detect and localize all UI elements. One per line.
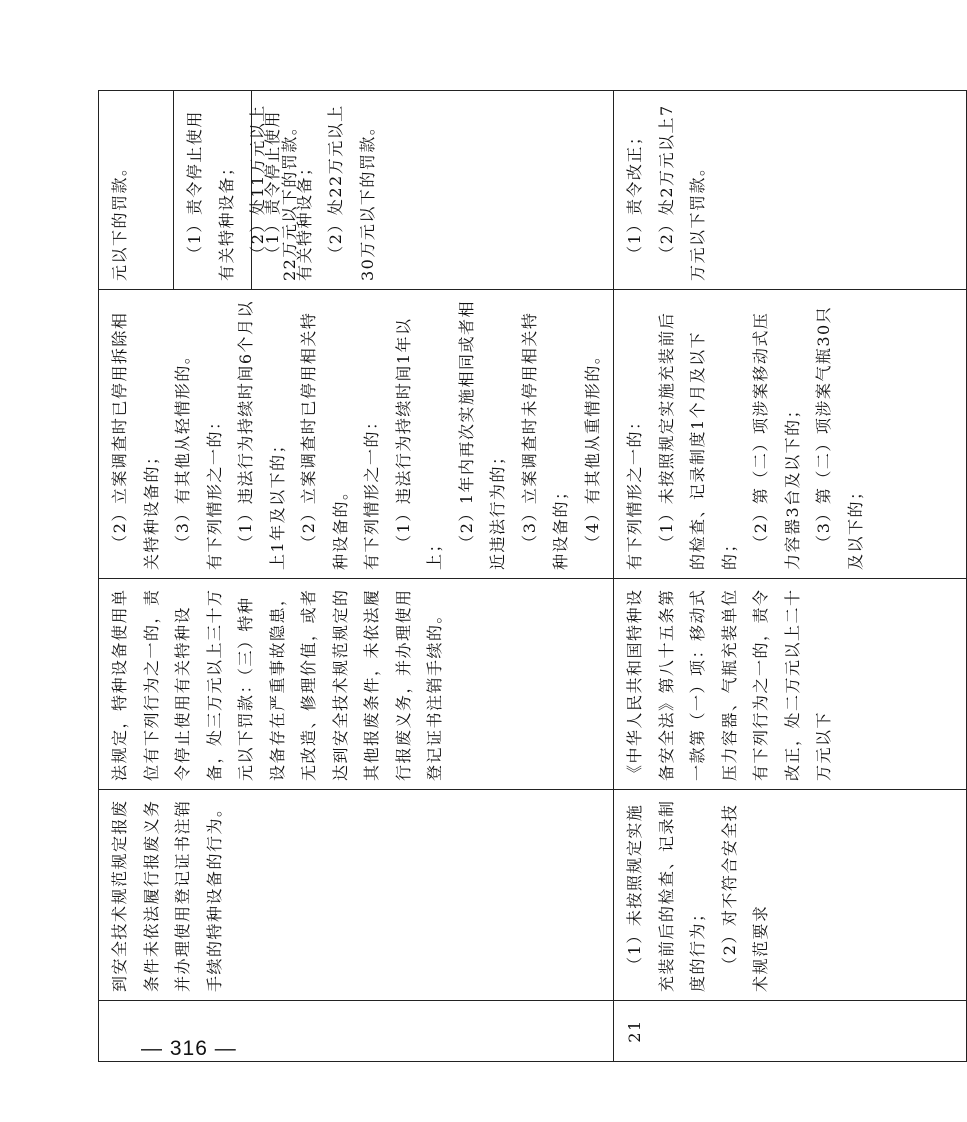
legal-basis-cell: [614, 579, 967, 790]
condition-line: （1）违法行为持续时间6个月以上1年及以下的；: [236, 299, 287, 570]
penalty-segment: [99, 91, 174, 289]
penalty-cell: [614, 91, 967, 290]
violation-cell: [614, 790, 967, 1001]
penalty-line: （1）责令停止使用有关特种设备；: [263, 110, 314, 281]
legal-basis-text: 《中华人民共和国特种设备安全法》第八十五条第一款第（一）项：移动式压力容器、气瓶充装单位有下列行为之一的，责令改正，处二万元以上二十万元以下: [625, 588, 833, 781]
penalty-cell: [99, 91, 614, 290]
condition-line: （2）第（二）项涉案移动式压力容器3台及以下的；: [751, 311, 802, 570]
condition-line: （2）立案调查时已停用拆除相关特种设备的；: [110, 311, 161, 570]
page-number: — 316 —: [141, 1037, 237, 1060]
condition-line: 有下列情形之一的：: [362, 412, 381, 570]
legal-basis-cell: [99, 579, 614, 790]
violation-line: （1）未按照规定实施充装前后的检查、记录制度的行为；: [625, 799, 707, 992]
condition-line: （3）立案调查时未停用相关特种设备的；: [519, 311, 570, 570]
condition-line: （4）有其他从重情形的。: [582, 346, 602, 551]
condition-line: （2）1年内再次实施相同或者相近违法行为的；: [456, 299, 507, 570]
violation-text: 到安全技术规范规定报废条件未依法履行报废义务并办理使用登记证书注销手续的特种设备的行为。: [110, 799, 224, 992]
penalty-standards-table: [98, 90, 967, 1062]
penalty-line: 元以下的罚款。: [110, 158, 129, 281]
penalty-line: （2）处11万元以上22万元以下的罚款。: [248, 104, 299, 281]
item-number: 21: [625, 1019, 644, 1043]
legal-basis-text: 法规定，特种设备使用单位有下列行为之一的，责令停止使用有关特种设备，处三万元以上三十万元以下罚款：（三）特种设备存在严重事故隐患，无改造、修理价值，或者达到安全技术规范规定的其他报废条件，未依法履行报废义务，并办理使用登记证书注销手续的。: [110, 588, 444, 781]
penalty-line: （2）处2万元以上7万元以下罚款。: [656, 104, 707, 281]
violation-line: （2）对不符合安全技术规范要求: [719, 803, 770, 992]
condition-line: （1）违法行为持续时间1年以上；: [393, 317, 444, 570]
table-row: [99, 91, 614, 1062]
condition-line: （3）第（二）项涉案气瓶30只及以下的；: [814, 305, 865, 570]
conditions-cell: [99, 290, 614, 579]
condition-line: （1）未按照规定实施充装前后的检查、记录制度1个月及以下的；: [656, 311, 739, 570]
table-row: [614, 91, 967, 1062]
violation-cell: [99, 790, 614, 1001]
condition-line: （3）有其他从轻情形的。: [173, 346, 192, 551]
conditions-cell: [614, 290, 967, 579]
condition-line: （2）立案调查时已停用相关特种设备的。: [299, 311, 350, 570]
rotated-table-wrapper: [98, 90, 865, 1062]
penalty-segments: [99, 91, 603, 289]
condition-line: 有下列情形之一的：: [625, 412, 644, 570]
penalty-segment: [174, 91, 299, 289]
item-number-cell: [614, 1001, 967, 1062]
penalty-line: （2）处22万元以上30万元以下的罚款。: [326, 104, 377, 281]
condition-line: 有下列情形之一的：: [204, 412, 224, 570]
penalty-line: （1）责令停止使用有关特种设备；: [185, 110, 236, 281]
penalty-segment: [252, 91, 603, 289]
penalty-line: （1）责令改正；: [625, 127, 644, 262]
